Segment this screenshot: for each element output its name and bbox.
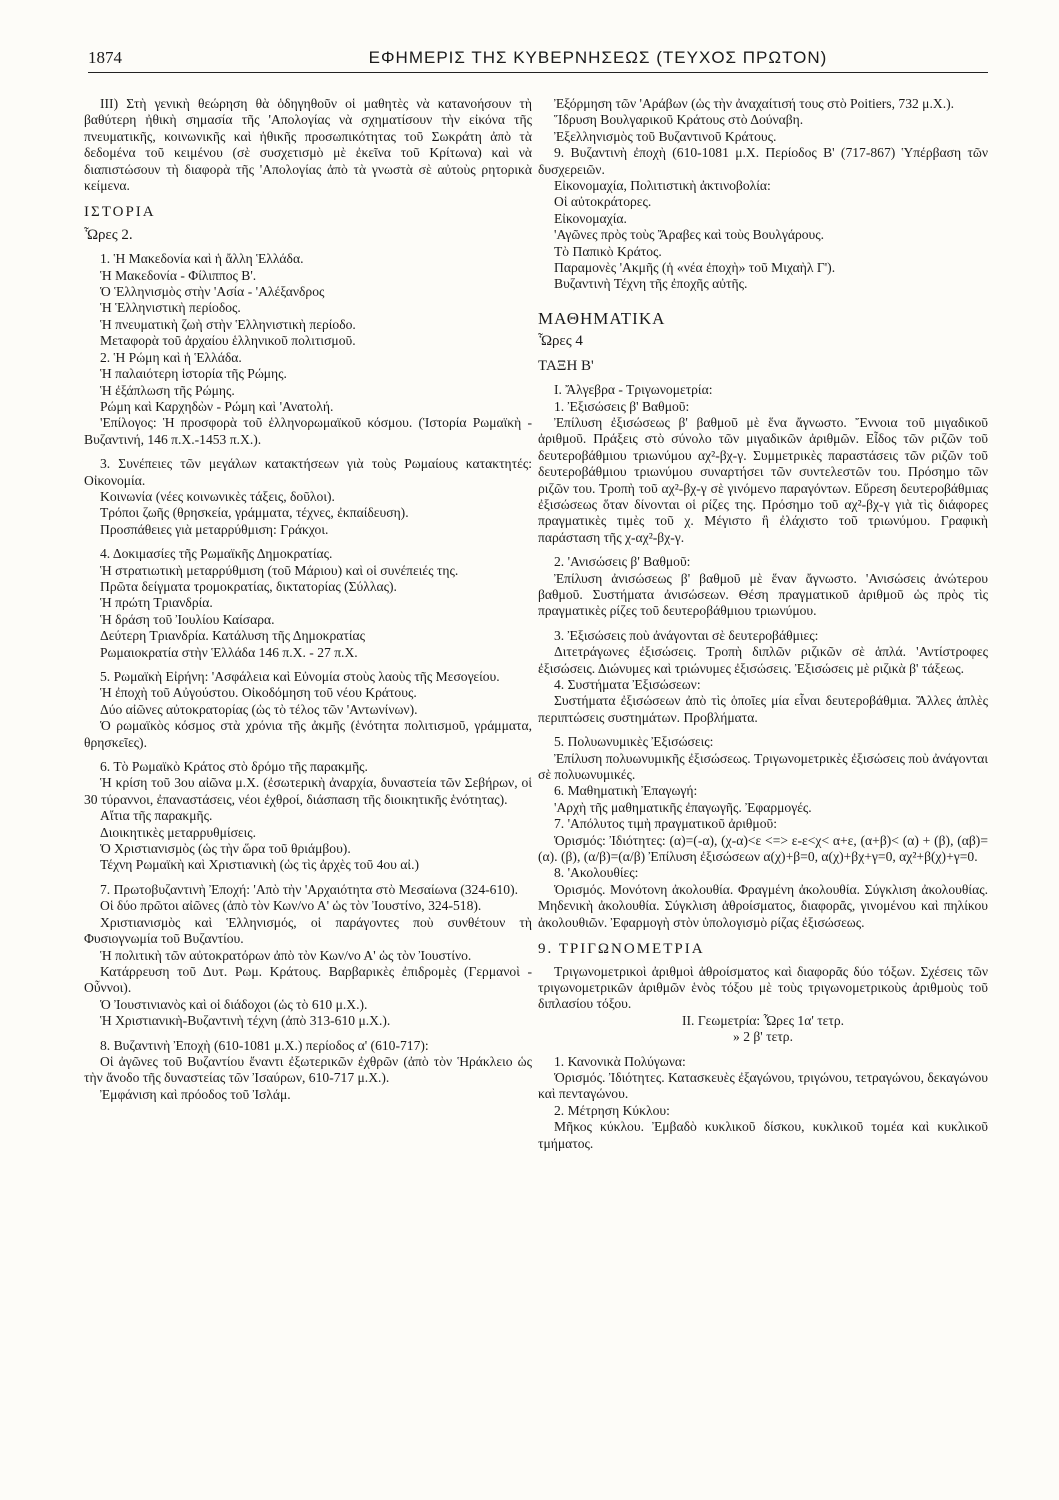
list-item: Ρώμη καὶ Καρχηδὼν - Ρώμη καὶ 'Ανατολή. <box>100 398 334 414</box>
list-item: Εἰκονομαχία. <box>554 210 627 226</box>
list-item: Ὁ Ἰουστινιανὸς καὶ οἱ διάδοχοι (ὡς τὸ 610 μ.Χ.). <box>100 996 368 1012</box>
paragraph: Συστήματα ἐξισώσεων ἀπὸ τὶς ὁποῖες μία εἶναι δευτεροβάθμια. Ἄλλες ἁπλὲς περιπτώσεις συστημάτων. Προβλήματα. <box>538 693 988 725</box>
list-item: Ἡ παλαιότερη ἱστορία τῆς Ρώμης. <box>100 366 287 382</box>
list-item: 1. Κανονικὰ Πολύγωνα: <box>554 1053 686 1069</box>
class-heading: ΤΑΞΗ Β' <box>538 357 594 374</box>
list-item: Πρῶτα δείγματα τρομοκρατίας, δικτατορίας (Σύλλας). <box>100 578 397 594</box>
list-item: Ρωμαιοκρατία στὴν Ἑλλάδα 146 π.Χ. - 27 π.Χ. <box>100 644 358 660</box>
paragraph: 'Αρχὴ τῆς μαθηματικῆς ἐπαγωγῆς. Ἐφαρμογές. <box>554 799 812 815</box>
list-item: Ἡ πολιτικὴ τῶν αὐτοκρατόρων ἀπὸ τὸν Κων/νο Α' ὡς τὸν Ἰουστίνο. <box>100 947 472 963</box>
list-item: Ἡ κρίση τοῦ 3ου αἰῶνα μ.Χ. (ἐσωτερικὴ ἀναρχία, δυναστεία τῶν Σεβήρων, οἱ 30 τύραννοι, ἐπαναστάσεις, νέοι ἐχθροί, διάσπαση τῆς διοικητικῆς ἑνότητας). <box>84 775 532 807</box>
header-rule <box>88 72 988 73</box>
paragraph: Ὁρισμός: Ἰδιότητες: (α)=(-α), (χ-α)<ε <=> ε-ε<χ< α+ε, (α+β)< (α) + (β), (αβ)=(α). (β), (α/β)=(α/β) Ἐπίλυση ἐξισώσεων α(χ)+β=0, α(χ)+βχ+γ=0, αχ²+β(χ)+γ=0. <box>538 832 988 865</box>
section-heading: ΙΣΤΟΡΙΑ <box>84 204 156 221</box>
section-hours: Ὧρες 2. <box>84 226 133 243</box>
list-item: Βυζαντινὴ Τέχνη τῆς ἐποχῆς αὐτῆς. <box>554 276 748 292</box>
list-item: Ἐξόρμηση τῶν 'Αράβων (ὡς τὴν ἀναχαίτισή τους στὸ Poitiers, 732 μ.Χ.). <box>554 96 955 111</box>
list-item: Οἱ δύο πρῶτοι αἰῶνες (ἀπὸ τὸν Κων/νο Α' ὡς τὸν Ἰουστίνο, 324-518). <box>100 898 482 914</box>
paragraph: Ἐπίλυση πολυωνυμικῆς ἐξισώσεως. Τριγωνομετρικὲς ἐξισώσεις ποὺ ἀνάγονται σὲ πολυωνυμικές. <box>538 750 988 783</box>
list-item: 'Επίλογος: Ἡ προσφορὰ τοῦ ἑλληνορωμαϊκοῦ κόσμου. (Ἱστορία Ρωμαϊκὴ - Βυζαντινή, 146 π.Χ.-1453 π.Χ.). <box>84 415 532 447</box>
list-item: Τρόποι ζωῆς (θρησκεία, γράμματα, τέχνες, ἐκπαίδευση). <box>100 505 409 521</box>
list-item: Ἡ στρατιωτικὴ μεταρρύθμιση (τοῦ Μάριου) καὶ οἱ συνέπειές της. <box>100 562 459 578</box>
list-item: Ἡ Μακεδονία - Φίλιππος Β'. <box>100 267 257 283</box>
list-item: Ἡ πρώτη Τριανδρία. <box>100 595 213 611</box>
list-item: Εἰκονομαχία, Πολιτιστικὴ ἀκτινοβολία: <box>554 178 771 194</box>
list-item: 1. Ἐξισώσεις β' Βαθμοῦ: <box>554 398 690 414</box>
list-item: Δύο αἰῶνες αὐτοκρατορίας (ὡς τὸ τέλος τῶν 'Αντωνίνων). <box>100 701 418 717</box>
list-item: Ἡ δράση τοῦ Ἰουλίου Καίσαρα. <box>100 611 275 627</box>
geometry-hours: ΙΙ. Γεωμετρία: Ὧρες 1α' τετρ. <box>681 1012 845 1028</box>
list-item: Ἡ ἐποχὴ τοῦ Αὐγούστου. Οἰκοδόμηση τοῦ νέου Κράτους. <box>100 685 417 701</box>
list-item: Προσπάθειες γιὰ μεταρρύθμιση: Γράκχοι. <box>100 521 329 537</box>
list-item: Κατάρρευση τοῦ Δυτ. Ρωμ. Κράτους. Βαρβαρικὲς ἐπιδρομὲς (Γερμανοὶ - Οὖννοι). <box>84 963 532 996</box>
list-item: Ὁ Ἑλληνισμὸς στὴν 'Ασία - 'Αλέξανδρος <box>100 284 325 300</box>
list-item: 8. 'Ακολουθίες: <box>554 865 639 881</box>
list-item: Χριστιανισμὸς καὶ Ἑλληνισμός, οἱ παράγοντες ποὺ συνθέτουν τὴ Φυσιογνωμία τοῦ Βυζαντίου. <box>84 914 532 947</box>
list-item: 5. Ρωμαϊκὴ Εἰρήνη: 'Ασφάλεια καὶ Εὐνομία στοὺς λαοὺς τῆς Μεσογείου. <box>100 669 500 684</box>
list-item: Ὁ Χριστιανισμὸς (ὡς τὴν ὥρα τοῦ θριάμβου). <box>100 841 351 857</box>
list-item: Ἡ Ἑλληνιστικὴ περίοδος. <box>100 300 241 316</box>
subsection-heading: Ι. Ἄλγεβρα - Τριγωνομετρία: <box>554 382 713 398</box>
paragraph: Ὁρισμός. Μονότονη ἀκολουθία. Φραγμένη ἀκολουθία. Σύγκλιση ἀκολουθίας. Μηδενικὴ ἀκολουθία. Σύγκλιση ἀθροίσματος, διαφορᾶς, γινομένου καὶ πηλίκου ἀκολουθιῶν. Ἐφαρμογὴ στὸν ὑπολογισμὸ ρίζας ἐξισώσεως. <box>538 881 988 930</box>
list-item: Ὁ ρωμαϊκὸς κόσμος στὰ χρόνια τῆς ἀκμῆς (ἑνότητα πολιτισμοῦ, γράμματα, θρησκεῖες). <box>84 718 532 750</box>
gazette-title: ΕΦΗΜΕΡΙΣ ΤΗΣ ΚΥΒΕΡΝΗΣΕΩΣ (ΤΕΥΧΟΣ ΠΡΩΤΟΝ) <box>368 48 828 67</box>
list-item: Ἡ Χριστιανικὴ-Βυζαντινὴ τέχνη (ἀπὸ 313-610 μ.Χ.). <box>100 1013 391 1029</box>
list-item: 9. Βυζαντινὴ ἐποχὴ (610-1081 μ.Χ. Περίοδος Β' (717-867) Ὑπέρβαση τῶν δυσχερειῶν. <box>538 145 988 177</box>
section-hours: Ὧρες 4 <box>538 333 583 350</box>
page-header <box>88 44 988 72</box>
list-item: 2. Μέτρηση Κύκλου: <box>554 1102 670 1118</box>
left-column <box>84 96 532 1103</box>
list-item: 3. Συνέπειες τῶν μεγάλων κατακτήσεων γιὰ τοὺς Ρωμαίους κατακτητές: Οἰκονομία. <box>84 456 532 488</box>
list-item: 7. Πρωτοβυζαντινὴ Ἐποχή: 'Απὸ τὴν 'Αρχαιότητα στὸ Μεσαίωνα (324-610). <box>100 881 518 897</box>
right-column <box>538 96 988 1152</box>
list-item: 3. Ἐξισώσεις ποὺ ἀνάγονται σὲ δευτεροβάθμιες: <box>554 627 819 643</box>
list-item: Δεύτερη Τριανδρία. Κατάλυση τῆς Δημοκρατίας <box>100 628 366 644</box>
list-item: 7. 'Απόλυτος τιμὴ πραγματικοῦ ἀριθμοῦ: <box>554 816 778 832</box>
list-item: 6. Μαθηματικὴ Ἐπαγωγή: <box>554 783 698 799</box>
list-item: Ἵδρυση Βουλγαρικοῦ Κράτους στὸ Δούναβη. <box>554 112 804 128</box>
list-item: Παραμονὲς 'Ακμῆς (ἡ «νέα ἐποχὴ» τοῦ Μιχαὴλ Γ'). <box>554 260 836 276</box>
list-item: Οἱ ἀγῶνες τοῦ Βυζαντίου ἔναντι ἐξωτερικῶν ἐχθρῶν (ἀπὸ τὸν Ἡράκλειο ὡς τὴν ἄνοδο τῆς δυναστείας τῶν Ἰσαύρων, 610-717 μ.Χ.). <box>84 1053 532 1086</box>
geometry-hours: » 2 β' τετρ. <box>733 1029 793 1045</box>
list-item: 5. Πολυωνυμικὲς Ἐξισώσεις: <box>554 734 714 750</box>
list-item: Ἐξελληνισμὸς τοῦ Βυζαντινοῦ Κράτους. <box>554 128 777 144</box>
paragraph: III) Στὴ γενικὴ θεώρηση θὰ ὁδηγηθοῦν οἱ μαθητὲς νὰ κατανοήσουν τὴ βαθύτερη ἠθικὴ σημασία τῆς 'Απολογίας νὰ σχηματίσουν τὴν εἰκόνα τῆς πνευματικῆς, κοινωνικῆς καὶ ἠθικῆς προσωπικότητας τοῦ Σωκράτη ἀπὸ τὰ δεδομένα τοῦ κειμένου (σὲ συσχετισμὸ μὲ ἐκεῖνα τοῦ Κρίτωνα) καὶ νὰ διαπιστώσουν τὴ διαφορὰ τῆς 'Απολογίας ἀπὸ τὰ γνωστὰ σὲ αὐτοὺς ρητορικὰ κείμενα. <box>84 96 532 194</box>
list-item: 2. 'Ανισώσεις β' Βαθμοῦ: <box>554 554 691 570</box>
list-item: 4. Συστήματα Ἐξισώσεων: <box>554 677 701 692</box>
list-item: Οἱ αὐτοκράτορες. <box>554 194 652 210</box>
section-heading: 9. ΤΡΙΓΩΝΟΜΕΤΡΙΑ <box>538 941 705 958</box>
list-item: Ἡ ἐξάπλωση τῆς Ρώμης. <box>100 382 235 398</box>
paragraph: Τριγωνομετρικοὶ ἀριθμοὶ ἀθροίσματος καὶ διαφορᾶς δύο τόξων. Σχέσεις τῶν τριγωνομετρικῶν ἀριθμῶν ἑνὸς τόξου μὲ τοὺς τριγωνομετρικοὺς ἀριθμοὺς τοῦ διπλασίου τόξου. <box>538 963 988 1012</box>
list-item: Τέχνη Ρωμαϊκὴ καὶ Χριστιανικὴ (ὡς τὶς ἀρχὲς τοῦ 4ου αἰ.) <box>100 857 419 873</box>
list-item: 6. Τὸ Ρωμαϊκὸ Κράτος στὸ δρόμο τῆς παρακμῆς. <box>100 759 368 775</box>
list-item: 8. Βυζαντινὴ Ἐποχὴ (610-1081 μ.Χ.) περίοδος α' (610-717): <box>100 1037 429 1053</box>
list-item: Αἴτια τῆς παρακμῆς. <box>100 808 213 824</box>
list-item: 'Αγῶνες πρὸς τοὺς Ἄραβες καὶ τοὺς Βουλγάρους. <box>554 227 825 243</box>
list-item: Κοινωνία (νέες κοινωνικὲς τάξεις, δοῦλοι). <box>100 488 335 504</box>
paragraph: Ἐπίλυση ἐξισώσεως β' βαθμοῦ μὲ ἕνα ἄγνωστο. Ἔννοια τοῦ μιγαδικοῦ ἀριθμοῦ. Πράξεις στὸ σύνολο τῶν μιγαδικῶν ἀριθμῶν. Εἶδος τῶν ριζῶν τοῦ δευτεροβάθμιου τριωνύμου αχ²-βχ-γ. Συμμετρικὲς παραστάσεις τῶν ριζῶν τοῦ δευτεροβάθμιου τριωνύμου συναρτήσει τῶν συντελεστῶν του. Πρόσημο τῶν ριζῶν του. Τροπὴ τοῦ αχ²-βχ-γ σὲ γινόμενο παραγόντων. Εὕρεση δευτεροβάθμιας ἐξισώσεως ὅταν δίνονται οἱ ρίζες της. Πρόσημο τοῦ αχ²-βχ-γ γιὰ τὶς διάφορες πραγματικὲς τιμὲς τοῦ χ. Μέγιστο ἢ ἐλάχιστο τοῦ τριωνύμου. Γραφικὴ παράσταση τῆς χ-αχ²-βχ-γ. <box>538 414 988 545</box>
list-item: 1. Ἡ Μακεδονία καὶ ἡ ἄλλη Ἑλλάδα. <box>100 251 304 267</box>
paragraph: Διτετράγωνες ἐξισώσεις. Τροπὴ διπλῶν ριζικῶν σὲ ἁπλά. 'Αντίστροφες ἐξισώσεις. Διώνυμες καὶ τριώνυμες ἐξισώσεις. Ἐξισώσεις μὲ ριζικὰ β' τάξεως. <box>538 644 988 676</box>
list-item: 4. Δοκιμασίες τῆς Ρωμαϊκῆς Δημοκρατίας. <box>100 546 333 562</box>
list-item: Τὸ Παπικὸ Κράτος. <box>554 243 662 259</box>
paragraph: Μῆκος κύκλου. Ἐμβαδὸ κυκλικοῦ δίσκου, κυκλικοῦ τομέα καὶ κυκλικοῦ τμήματος. <box>538 1119 988 1151</box>
list-item: Ἡ πνευματικὴ ζωὴ στὴν Ἑλληνιστικὴ περίοδο. <box>100 316 356 332</box>
list-item: 2. Ἡ Ρώμη καὶ ἡ Ἑλλάδα. <box>100 349 242 365</box>
section-heading: ΜΑΘΗΜΑΤΙΚΑ <box>538 308 666 328</box>
paragraph: Ὁρισμός. Ἰδιότητες. Κατασκευὲς ἐξαγώνου, τριγώνου, τετραγώνου, δεκαγώνου καὶ πενταγώνου. <box>538 1069 988 1102</box>
page-number: 1874 <box>88 48 122 67</box>
list-item: Διοικητικὲς μεταρρυθμίσεις. <box>100 824 257 840</box>
list-item: Ἐμφάνιση καὶ πρόοδος τοῦ Ἰσλάμ. <box>100 1086 291 1102</box>
list-item: Μεταφορὰ τοῦ ἀρχαίου ἑλληνικοῦ πολιτισμοῦ. <box>100 333 356 349</box>
paragraph: Ἐπίλυση ἀνισώσεως β' βαθμοῦ μὲ ἕναν ἄγνωστο. 'Ανισώσεις ἀνώτερου βαθμοῦ. Συστήματα ἀνισώσεων. Θέση πραγματικοῦ ἀριθμοῦ ὡς πρὸς τὶς πραγματικὲς ρίζες τοῦ δευτεροβάθμιου τριωνύμου. <box>538 570 988 619</box>
